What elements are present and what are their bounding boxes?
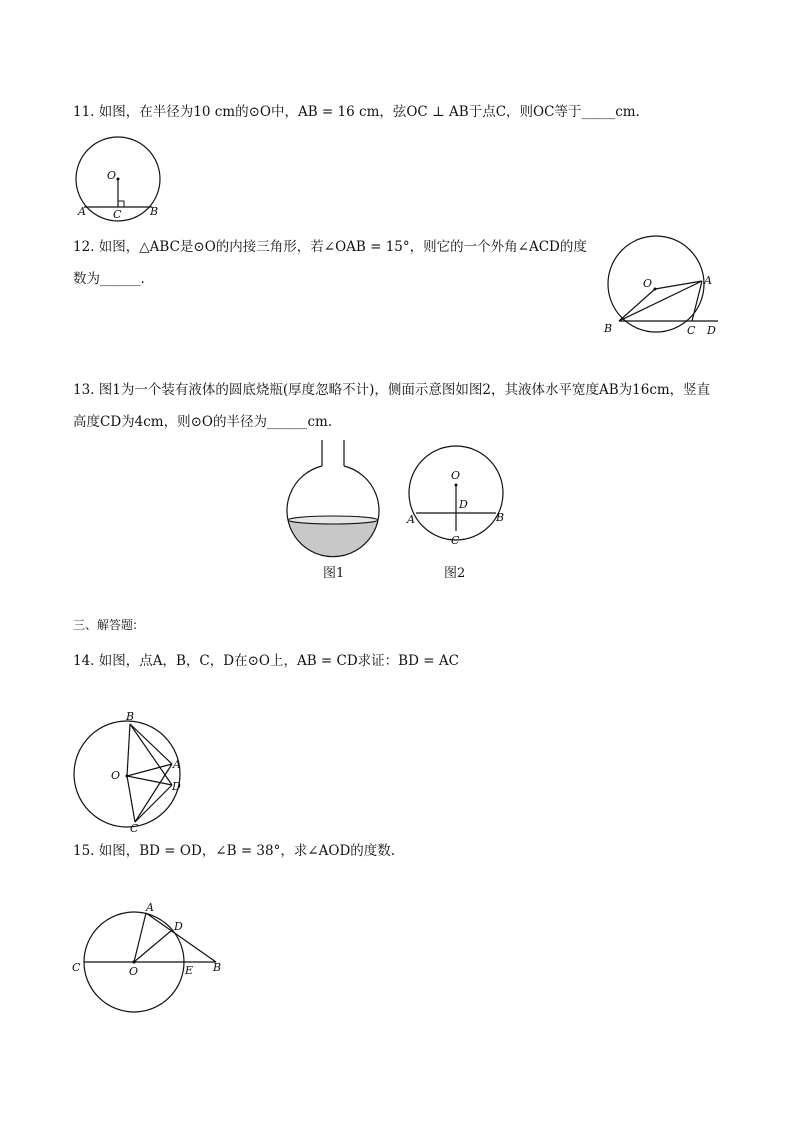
question-14-text: 14. 如图，点A，B，C，D在⊙O上，AB = CD求证：BD = AC xyxy=(73,653,459,669)
question-15-figure xyxy=(68,900,233,1020)
question-12-figure xyxy=(600,238,730,342)
q14-label-o: O xyxy=(111,769,121,782)
question-11-text: 11. 如图，在半径为10 cm的⊙O中，AB = 16 cm，弦OC ⊥ AB于点C，则OC等于_____cm. xyxy=(73,104,640,120)
q15-label-e: E xyxy=(185,964,194,977)
q13-label-o: O xyxy=(451,469,461,482)
q12-label-c: C xyxy=(687,324,696,337)
q11-label-a: A xyxy=(78,205,86,218)
question-11-figure xyxy=(70,138,170,223)
question-13-line-2: 高度CD为4cm，则⊙O的半径为______cm. xyxy=(73,414,333,430)
question-13-figure-2-circle xyxy=(400,462,515,552)
q11-label-c: C xyxy=(113,208,122,221)
q15-label-o: O xyxy=(129,965,139,978)
q14-label-b: B xyxy=(126,710,135,723)
figure-2-caption: 图2 xyxy=(444,566,466,581)
q13-label-b: B xyxy=(496,511,505,524)
q11-label-b: B xyxy=(150,205,159,218)
question-12-line-1: 12. 如图，△ABC是⊙O的内接三角形，若∠OAB = 15°，则它的一个外角∠ACD的度 xyxy=(73,239,587,255)
q14-label-a: A xyxy=(173,758,181,771)
q12-label-a: A xyxy=(704,274,712,287)
question-14-figure xyxy=(68,710,188,834)
q13-label-d: D xyxy=(459,498,468,511)
q13-label-c: C xyxy=(451,534,460,547)
q15-label-a: A xyxy=(146,901,154,914)
q15-label-b: B xyxy=(213,961,222,974)
q11-label-o: O xyxy=(107,169,117,182)
q14-label-c: C xyxy=(130,822,139,835)
q13-label-a: A xyxy=(407,513,415,526)
figure-1-caption: 图1 xyxy=(323,566,345,581)
q14-label-d: D xyxy=(172,780,181,793)
section-3-heading: 三、解答题: xyxy=(73,618,138,632)
q15-label-c: C xyxy=(72,961,81,974)
question-15-text: 15. 如图，BD = OD，∠B = 38°，求∠AOD的度数. xyxy=(73,843,396,859)
q12-label-o: O xyxy=(643,277,653,290)
question-13-figure-1-flask xyxy=(280,438,388,554)
q15-label-d: D xyxy=(174,920,183,933)
q12-label-b: B xyxy=(604,322,613,335)
question-13-line-1: 13. 图1为一个装有液体的圆底烧瓶(厚度忽略不计)，侧面示意图如图2，其液体水平宽度AB为16cm，竖直 xyxy=(73,382,711,398)
question-12-line-2: 数为______. xyxy=(73,271,145,287)
q12-label-d: D xyxy=(707,324,716,337)
